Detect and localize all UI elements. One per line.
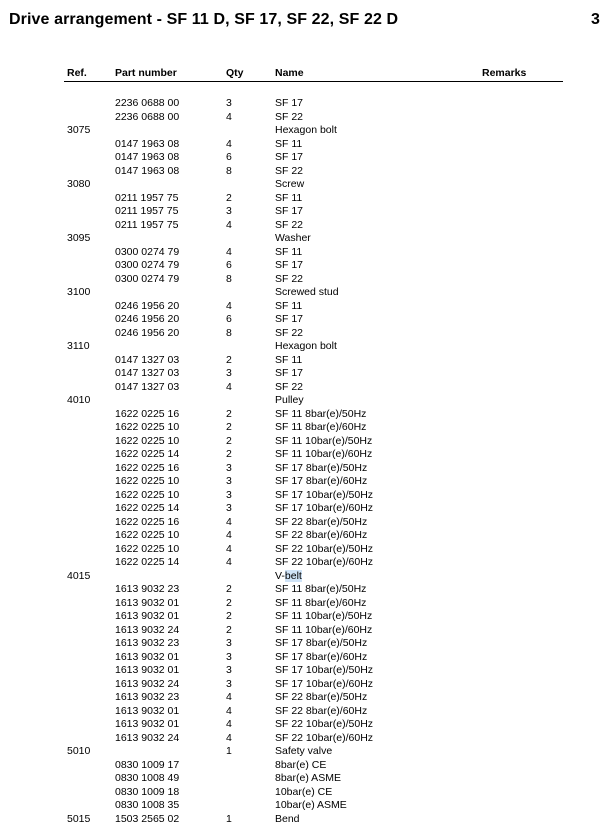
table-row — [0, 799, 601, 813]
part-number-cell: 1622 0225 10 — [115, 488, 180, 501]
table-row — [0, 610, 601, 624]
part-number-cell: 1622 0225 10 — [115, 421, 180, 433]
part-number-cell: 0830 1008 35 — [115, 799, 180, 811]
qty-cell: 4 — [226, 245, 232, 258]
table-row — [0, 367, 601, 381]
name-cell: SF 17 10bar(e)/60Hz — [275, 502, 374, 514]
header-remarks: Remarks — [482, 67, 527, 79]
qty-cell: 1 — [226, 745, 232, 757]
qty-cell: 8 — [226, 326, 232, 339]
name-cell: SF 11 10bar(e)/60Hz — [275, 448, 373, 460]
qty-cell: 2 — [226, 434, 232, 447]
table-row — [0, 138, 601, 152]
table-row — [0, 448, 601, 462]
table-row — [0, 678, 601, 692]
qty-cell: 2 — [226, 583, 232, 595]
name-cell: SF 11 8bar(e)/60Hz — [275, 421, 367, 433]
part-number-cell: 0211 1957 75 — [115, 205, 179, 217]
table-row — [0, 246, 601, 260]
name-cell: Pulley — [275, 394, 304, 406]
table-row — [0, 124, 601, 138]
qty-cell: 3 — [226, 677, 232, 690]
table-row — [0, 97, 601, 111]
qty-cell: 2 — [226, 191, 232, 204]
name-cell: Screw — [275, 178, 305, 190]
part-number-cell: 1613 9032 01 — [115, 718, 180, 730]
ref-cell: 5015 — [67, 812, 91, 825]
table-row — [0, 178, 601, 192]
qty-cell: 2 — [226, 610, 232, 622]
part-number-cell: 0830 1008 49 — [115, 772, 180, 784]
document-title: Drive arrangement - SF 11 D, SF 17, SF 22, SF 22 D — [9, 11, 399, 28]
qty-cell: 3 — [226, 475, 232, 487]
part-number-cell: 0147 1963 08 — [115, 164, 180, 177]
name-cell: SF 22 8bar(e)/50Hz — [275, 691, 368, 703]
table-row — [0, 462, 601, 476]
part-number-cell: 0300 0274 79 — [115, 245, 180, 258]
ref-cell: 3075 — [67, 124, 91, 136]
part-number-cell: 2236 0688 00 — [115, 110, 180, 123]
table-row — [0, 664, 601, 678]
name-cell: SF 17 10bar(e)/50Hz — [275, 488, 374, 501]
table-row — [0, 624, 601, 638]
qty-cell: 2 — [226, 353, 232, 366]
table-row — [0, 705, 601, 719]
part-number-cell: 1622 0225 16 — [115, 407, 180, 420]
part-number-cell: 1613 9032 01 — [115, 664, 180, 676]
qty-cell: 4 — [226, 137, 232, 150]
part-number-cell: 1613 9032 24 — [115, 731, 180, 744]
name-cell: SF 22 — [275, 164, 304, 177]
part-number-cell: 0830 1009 18 — [115, 785, 180, 798]
name-cell: 8bar(e) CE — [275, 758, 327, 771]
qty-cell: 4 — [226, 515, 232, 528]
table-row — [0, 597, 601, 611]
qty-cell: 2 — [226, 596, 232, 609]
table-row — [0, 691, 601, 705]
name-cell: SF 22 8bar(e)/50Hz — [275, 515, 368, 528]
header-rule — [64, 81, 563, 82]
table-row — [0, 786, 601, 800]
table-row — [0, 556, 601, 570]
table-row — [0, 354, 601, 368]
ref-cell: 3080 — [67, 178, 91, 190]
qty-cell: 4 — [226, 704, 232, 717]
name-cell: 10bar(e) ASME — [275, 799, 347, 811]
table-row — [0, 205, 601, 219]
name-cell: SF 11 — [275, 353, 303, 366]
qty-cell: 2 — [226, 623, 232, 636]
table-row — [0, 300, 601, 314]
qty-cell: 3 — [226, 461, 232, 474]
name-cell: SF 22 — [275, 326, 304, 339]
qty-cell: 1 — [226, 812, 232, 825]
name-cell: SF 17 — [275, 97, 304, 109]
part-number-cell: 0246 1956 20 — [115, 299, 180, 312]
name-cell: V-belt — [275, 569, 302, 582]
part-number-cell: 0147 1327 03 — [115, 367, 180, 379]
name-cell: SF 22 — [275, 272, 304, 285]
table-row — [0, 111, 601, 125]
name-cell: SF 17 — [275, 151, 304, 163]
part-number-cell: 1622 0225 14 — [115, 556, 180, 568]
header-part-number: Part number — [115, 67, 177, 79]
part-number-cell: 0147 1963 08 — [115, 137, 180, 150]
table-row — [0, 381, 601, 395]
part-number-cell: 1613 9032 01 — [115, 704, 180, 717]
qty-cell: 3 — [226, 488, 232, 501]
table-row — [0, 489, 601, 503]
name-cell: SF 17 — [275, 313, 304, 325]
name-cell: Bend — [275, 812, 300, 825]
table-row — [0, 165, 601, 179]
qty-cell: 8 — [226, 272, 232, 285]
qty-cell: 3 — [226, 664, 232, 676]
table-row — [0, 394, 601, 408]
part-number-cell: 1613 9032 23 — [115, 637, 180, 649]
ref-cell: 5010 — [67, 745, 91, 757]
qty-cell: 6 — [226, 313, 232, 325]
name-cell: SF 11 10bar(e)/60Hz — [275, 623, 373, 636]
name-cell: Hexagon bolt — [275, 124, 337, 136]
table-row — [0, 327, 601, 341]
ref-cell: 3110 — [67, 340, 90, 352]
name-cell: SF 17 — [275, 367, 304, 379]
part-number-cell: 1613 9032 01 — [115, 650, 180, 663]
name-cell: SF 11 — [275, 137, 303, 150]
name-cell: SF 11 10bar(e)/50Hz — [275, 610, 373, 622]
part-number-cell: 1622 0225 14 — [115, 502, 180, 514]
table-row — [0, 435, 601, 449]
qty-cell: 3 — [226, 367, 232, 379]
qty-cell: 6 — [226, 151, 232, 163]
qty-cell: 3 — [226, 205, 232, 217]
table-row — [0, 732, 601, 746]
table-row — [0, 259, 601, 273]
parts-table-body — [0, 97, 601, 826]
table-row — [0, 759, 601, 773]
qty-cell: 3 — [226, 97, 232, 109]
part-number-cell: 0246 1956 20 — [115, 326, 180, 339]
name-cell: SF 11 8bar(e)/60Hz — [275, 596, 367, 609]
qty-cell: 4 — [226, 299, 232, 312]
table-row — [0, 273, 601, 287]
table-row — [0, 313, 601, 327]
qty-cell: 6 — [226, 259, 232, 271]
ref-cell: 4010 — [67, 394, 91, 406]
part-number-cell: 1503 2565 02 — [115, 812, 180, 825]
part-number-cell: 1613 9032 01 — [115, 610, 180, 622]
part-number-cell: 1622 0225 10 — [115, 542, 180, 555]
qty-cell: 2 — [226, 421, 232, 433]
part-number-cell: 1622 0225 10 — [115, 529, 180, 541]
table-row — [0, 745, 601, 759]
part-number-cell: 1622 0225 16 — [115, 461, 180, 474]
table-row — [0, 232, 601, 246]
table-row — [0, 286, 601, 300]
name-cell: SF 17 8bar(e)/50Hz — [275, 461, 368, 474]
qty-cell: 4 — [226, 718, 232, 730]
qty-cell: 2 — [226, 407, 232, 420]
name-cell: SF 17 8bar(e)/60Hz — [275, 650, 368, 663]
name-cell: SF 22 10bar(e)/50Hz — [275, 718, 374, 730]
qty-cell: 4 — [226, 731, 232, 744]
part-number-cell: 1622 0225 10 — [115, 475, 180, 487]
page-number: 3 — [591, 11, 600, 28]
name-cell: SF 22 8bar(e)/60Hz — [275, 704, 368, 717]
table-row — [0, 421, 601, 435]
name-cell: SF 17 10bar(e)/50Hz — [275, 664, 374, 676]
header-qty: Qty — [226, 67, 244, 79]
part-number-cell: 0300 0274 79 — [115, 259, 180, 271]
table-row — [0, 151, 601, 165]
name-cell: SF 22 — [275, 110, 304, 123]
qty-cell: 3 — [226, 650, 232, 663]
qty-cell: 4 — [226, 529, 232, 541]
part-number-cell: 1613 9032 24 — [115, 623, 180, 636]
name-cell: SF 17 8bar(e)/50Hz — [275, 637, 368, 649]
ref-cell: 4015 — [67, 569, 91, 582]
part-number-cell: 0246 1956 20 — [115, 313, 180, 325]
table-row — [0, 813, 601, 827]
table-row — [0, 570, 601, 584]
name-cell: Safety valve — [275, 745, 333, 757]
table-row — [0, 340, 601, 354]
qty-cell: 4 — [226, 556, 232, 568]
header-name: Name — [275, 67, 304, 79]
name-cell: SF 22 — [275, 218, 304, 231]
table-row — [0, 408, 601, 422]
part-number-cell: 1613 9032 23 — [115, 691, 180, 703]
name-cell: SF 11 10bar(e)/50Hz — [275, 434, 373, 447]
name-cell: SF 17 10bar(e)/60Hz — [275, 677, 374, 690]
text-selection-highlight: belt — [284, 569, 302, 582]
name-cell: SF 22 10bar(e)/60Hz — [275, 556, 374, 568]
name-cell: SF 22 10bar(e)/60Hz — [275, 731, 374, 744]
qty-cell: 2 — [226, 448, 232, 460]
table-row — [0, 529, 601, 543]
part-number-cell: 1622 0225 10 — [115, 434, 180, 447]
table-row — [0, 543, 601, 557]
name-cell: SF 17 8bar(e)/60Hz — [275, 475, 368, 487]
qty-cell: 3 — [226, 637, 232, 649]
part-number-cell: 0147 1327 03 — [115, 353, 180, 366]
qty-cell: 3 — [226, 502, 232, 514]
table-row — [0, 516, 601, 530]
part-number-cell: 1613 9032 01 — [115, 596, 180, 609]
part-number-cell: 2236 0688 00 — [115, 97, 180, 109]
name-cell: SF 17 — [275, 259, 304, 271]
header-ref: Ref. — [67, 67, 87, 79]
part-number-cell: 0300 0274 79 — [115, 272, 180, 285]
ref-cell: 3100 — [67, 286, 91, 298]
part-number-cell: 1613 9032 24 — [115, 677, 180, 690]
name-cell: SF 11 — [275, 299, 303, 312]
table-row — [0, 772, 601, 786]
name-cell: 10bar(e) CE — [275, 785, 333, 798]
part-number-cell: 0211 1957 75 — [115, 218, 179, 231]
name-cell: Hexagon bolt — [275, 340, 337, 352]
table-row — [0, 192, 601, 206]
qty-cell: 4 — [226, 110, 232, 123]
table-row — [0, 219, 601, 233]
table-row — [0, 651, 601, 665]
name-cell: SF 11 8bar(e)/50Hz — [275, 407, 367, 420]
part-number-cell: 1613 9032 23 — [115, 583, 180, 595]
name-cell: SF 11 8bar(e)/50Hz — [275, 583, 367, 595]
name-cell: Screwed stud — [275, 286, 339, 298]
name-cell: SF 22 10bar(e)/50Hz — [275, 542, 374, 555]
part-number-cell: 0830 1009 17 — [115, 758, 180, 771]
ref-cell: 3095 — [67, 232, 91, 244]
table-row — [0, 637, 601, 651]
name-cell: SF 17 — [275, 205, 304, 217]
part-number-cell: 0147 1327 03 — [115, 380, 180, 393]
part-number-cell: 0211 1957 75 — [115, 191, 179, 204]
name-cell: SF 22 — [275, 380, 304, 393]
qty-cell: 4 — [226, 542, 232, 555]
table-row — [0, 583, 601, 597]
table-row — [0, 502, 601, 516]
name-cell: SF 22 8bar(e)/60Hz — [275, 529, 368, 541]
name-cell: SF 11 — [275, 245, 303, 258]
part-number-cell: 1622 0225 14 — [115, 448, 180, 460]
qty-cell: 8 — [226, 164, 232, 177]
table-row — [0, 718, 601, 732]
part-number-cell: 0147 1963 08 — [115, 151, 180, 163]
table-row — [0, 475, 601, 489]
qty-cell: 4 — [226, 691, 232, 703]
qty-cell: 4 — [226, 218, 232, 231]
name-cell: 8bar(e) ASME — [275, 772, 341, 784]
name-cell: SF 11 — [275, 191, 303, 204]
name-cell: Washer — [275, 232, 311, 244]
qty-cell: 4 — [226, 380, 232, 393]
part-number-cell: 1622 0225 16 — [115, 515, 180, 528]
